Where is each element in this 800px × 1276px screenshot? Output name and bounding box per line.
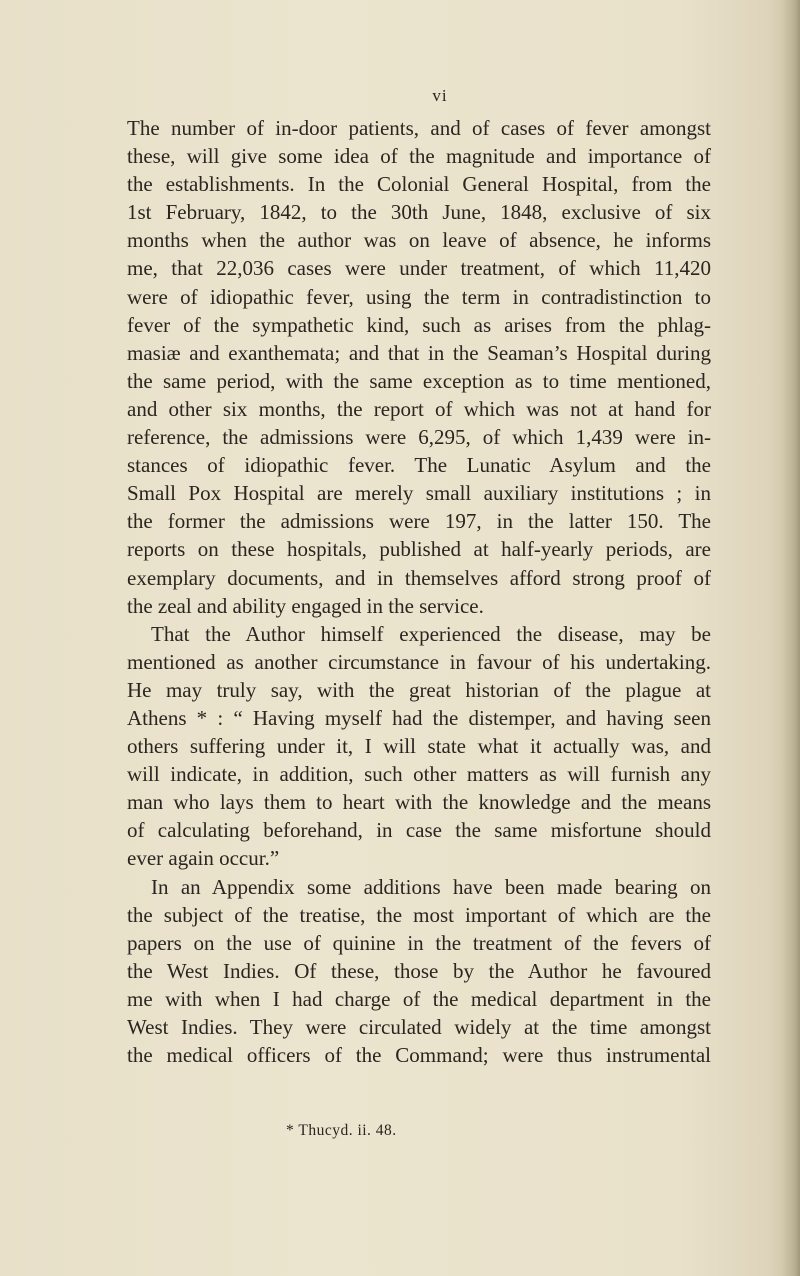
text-line: were of idiopathic fever, using the term in contradistinction to — [127, 284, 711, 309]
text-line: ever again occur.” — [127, 846, 280, 871]
text-line: the zeal and ability engaged in the service. — [127, 593, 484, 618]
text-line: reference, the admissions were 6,295, of which 1,439 were in- — [127, 425, 711, 450]
text-line: papers on the use of quinine in the treatment of the fevers of — [127, 930, 711, 955]
text-line: reports on these hospitals, published at half-yearly periods, are — [127, 537, 711, 562]
text-line: the West Indies. Of these, those by the Author he favoured — [127, 958, 711, 983]
text-line: In an Appendix some additions have been made bearing on — [151, 874, 711, 899]
text-line: months when the author was on leave of absence, he informs — [127, 228, 711, 253]
text-line: of calculating beforehand, in case the same misfortune should — [127, 818, 711, 843]
text-line: stances of idiopathic fever. The Lunatic Asylum and the — [127, 453, 711, 478]
text-line: fever of the sympathetic kind, such as arises from the phlag- — [127, 312, 711, 337]
text-line: masiæ and exanthemata; and that in the Seaman’s Hospital during — [127, 340, 711, 365]
text-line: others suffering under it, I will state what it actually was, and — [127, 734, 711, 759]
text-line: the subject of the treatise, the most important of which are the — [127, 902, 711, 927]
text-line: me, that 22,036 cases were under treatment, of which 11,420 — [127, 256, 711, 281]
text-line: He may truly say, with the great historian of the plague at — [127, 677, 711, 702]
text-line: That the Author himself experienced the disease, may be — [151, 621, 711, 646]
text-line: the former the admissions were 197, in the latter 150. The — [127, 509, 711, 534]
text-line: Small Pox Hospital are merely small auxiliary institutions ; in — [127, 481, 711, 506]
text-line: man who lays them to heart with the knowledge and the means — [127, 790, 711, 815]
text-line: 1st February, 1842, to the 30th June, 1848, exclusive of six — [127, 200, 711, 225]
text-line: Athens * : “ Having myself had the distemper, and having seen — [127, 705, 711, 730]
text-line: the medical officers of the Command; were thus instrumental — [127, 1043, 711, 1068]
text-line: mentioned as another circumstance in favour of his undertaking. — [127, 649, 711, 674]
page-edge-shadow — [782, 0, 800, 1276]
text-line: the establishments. In the Colonial General Hospital, from the — [127, 172, 711, 197]
body-text — [127, 114, 711, 1069]
text-line: The number of in-door patients, and of cases of fever amongst — [127, 116, 711, 140]
page-number: vi — [432, 86, 448, 105]
footnote: * Thucyd. ii. 48. — [286, 1122, 397, 1139]
text-line: and other six months, the report of which was not at hand for — [127, 396, 711, 421]
text-line: exemplary documents, and in themselves afford strong proof of — [127, 565, 711, 590]
text-line: will indicate, in addition, such other matters as will furnish any — [127, 762, 711, 787]
text-line: West Indies. They were circulated widely at the time amongst — [127, 1015, 711, 1039]
text-line: the same period, with the same exception as to time mentioned, — [127, 368, 711, 393]
text-line: these, will give some idea of the magnitude and importance of — [127, 144, 711, 169]
text-line: me with when I had charge of the medical department in the — [127, 986, 711, 1011]
